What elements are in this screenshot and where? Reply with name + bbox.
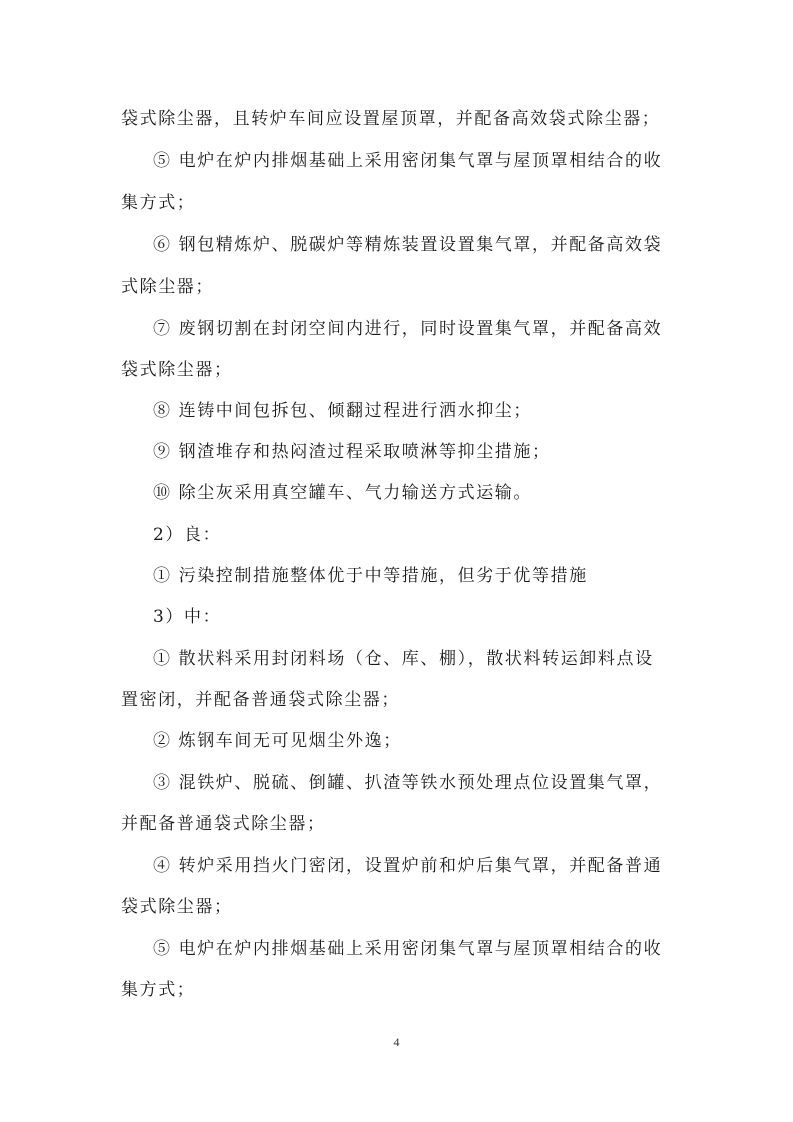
list-item: ⑩ 除尘灰采用真空罐车、气力输送方式运输。 [153,483,533,503]
text-line: 袋式除尘器； [121,360,233,380]
text-line: 集方式； [121,980,196,1000]
page-number: 4 [393,1035,400,1049]
list-item: ④ 转炉采用挡火门密闭，设置炉前和炉后集气罩，并配备普通 [153,856,663,876]
list-item: ⑤ 电炉在炉内排烟基础上采用密闭集气罩与屋顶罩相结合的收 [153,939,663,959]
list-item: ⑧ 连铸中间包拆包、倾翻过程进行洒水抑尘； [153,401,533,421]
list-item: ⑥ 钢包精炼炉、脱碳炉等精炼装置设置集气罩，并配备高效袋 [153,235,663,255]
text-line: 袋式除尘器； [121,897,233,917]
text-line: 集方式； [121,193,196,213]
list-item: ⑤ 电炉在炉内排烟基础上采用密闭集气罩与屋顶罩相结合的收 [153,151,663,171]
list-item: ① 散状料采用封闭料场（仓、库、棚），散状料转运卸料点设 [153,649,654,669]
text-line: 置密闭，并配备普通袋式除尘器； [121,690,400,710]
section-heading: 2）良： [153,525,222,545]
text-line: 式除尘器； [121,277,214,297]
text-line: 袋式除尘器，且转炉车间应设置屋顶罩，并配备高效袋式除尘器； [121,109,661,129]
text-line: 并配备普通袋式除尘器； [121,814,326,834]
list-item: ⑦ 废钢切割在封闭空间内进行，同时设置集气罩，并配备高效 [153,319,663,339]
list-item: ① 污染控制措施整体优于中等措施，但劣于优等措施 [153,566,588,586]
list-item: ③ 混铁炉、脱硫、倒罐、扒渣等铁水预处理点位设置集气罩， [153,773,663,793]
list-item: ⑨ 钢渣堆存和热闷渣过程采取喷淋等抑尘措施； [153,442,551,462]
list-item: ② 炼钢车间无可见烟尘外逸； [153,731,402,751]
section-heading: 3）中： [153,607,222,627]
